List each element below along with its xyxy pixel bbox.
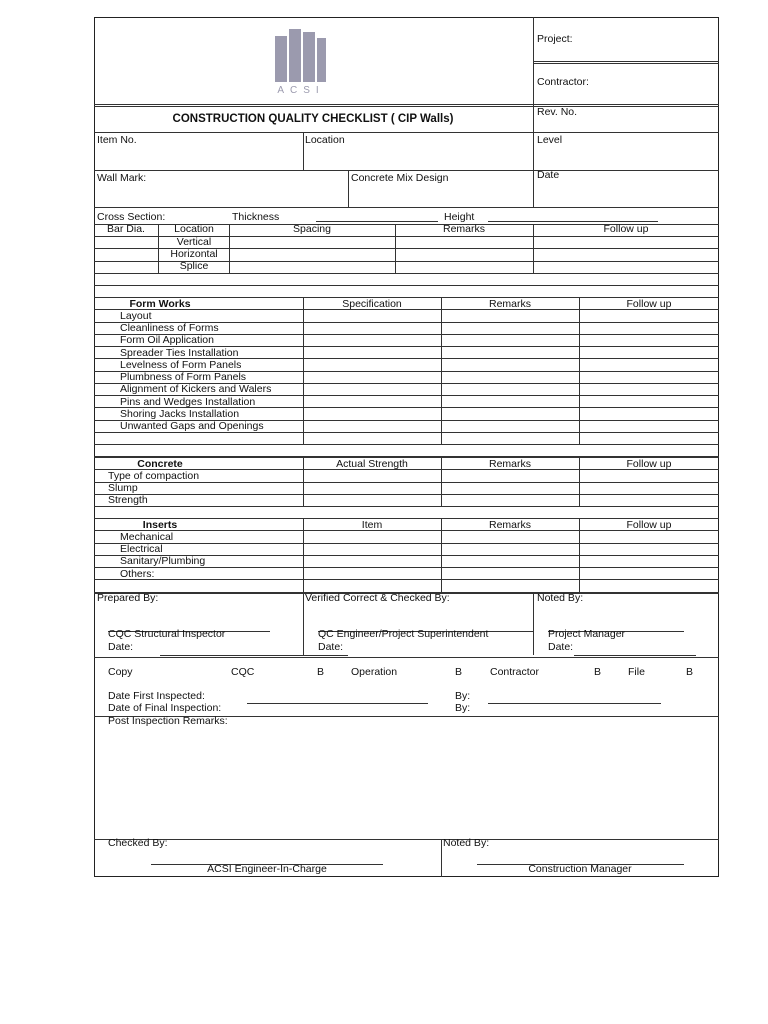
checklist-form [94,17,719,877]
header-bottom [94,104,719,105]
sig-divider-2 [533,593,534,655]
first-inspected-label: Date First Inspected: [108,690,205,702]
project-manager-label: Project Manager [548,628,626,640]
cs-col-2 [229,224,230,273]
concrete-item: Type of compaction [108,469,200,482]
concrete-header-follow-up: Follow up [626,457,672,470]
inserts-row-line [94,579,719,580]
concrete-row-line [94,506,719,507]
wall-mark-label: Wall Mark: [97,172,147,184]
contractor-label: Contractor: [537,76,589,88]
qc-engineer-label: QC Engineer/Project Superintendent [318,628,489,640]
copy-cqc-mark: B [317,666,325,678]
concrete-item: Strength [108,494,148,507]
inserts-header-remarks: Remarks [488,518,532,531]
logo-bar-3 [303,32,315,82]
form_works-item: Spreader Ties Installation [120,346,239,359]
concrete-col-2 [441,457,442,506]
copy-contractor: Contractor [490,666,540,678]
cross-section-label: Cross Section: [97,211,166,223]
cs-header-location: Location [174,223,214,235]
cs-header-remarks: Remarks [442,223,486,235]
form_works-item: Pins and Wedges Installation [120,395,256,408]
copy-contractor-mark: B [594,666,602,678]
cs-row-line [94,273,719,274]
project-line [533,61,719,62]
footer-noted-by-label: Noted By: [443,837,490,849]
first-by-label: By: [455,690,471,702]
cs-header-spacing: Spacing [293,223,331,235]
inserts-item: Mechanical [120,530,174,543]
form_works-col-2 [441,297,442,444]
cs-col-1 [158,224,159,273]
concrete-item: Slump [108,482,138,494]
inserts-col-2 [441,518,442,592]
cs-header-follow-up: Follow up [603,223,649,235]
final-by-label: By: [455,702,471,714]
copy-cqc: CQC [231,666,255,678]
thickness-line [316,221,438,222]
form_works-header-title: Form Works [129,297,191,310]
form_works-item: Form Oil Application [120,334,214,347]
project-label: Project: [537,33,573,45]
form_works-item: Alignment of Kickers and Walers [120,383,272,396]
signature-bottom [94,657,719,658]
logo-bar-1 [275,36,287,82]
cs-col-4 [533,224,534,273]
footer-top [94,839,719,840]
sig-divider-1 [303,593,304,655]
concrete-header-title: Concrete [137,457,183,470]
inserts-item: Others: [120,567,155,580]
form_works-header-follow-up: Follow up [626,297,672,310]
info-line-1 [94,132,719,133]
form_works-item: Shoring Jacks Installation [120,407,240,420]
cqc-inspector-label: CQC Structural Inspector [108,628,226,640]
inserts-header-follow-up: Follow up [626,518,672,531]
form_works-item: Unwanted Gaps and Openings [120,420,264,432]
form-title: CONSTRUCTION QUALITY CHECKLIST ( CIP Walls) [172,113,454,125]
info-divider-3 [348,170,349,207]
form_works-item: Layout [120,309,152,322]
form_works-row-line [94,444,719,445]
prepared-by-label: Prepared By: [97,592,159,604]
copy-label: Copy [108,666,133,678]
noted-by-label: Noted By: [537,592,584,604]
form_works-item: Plumbness of Form Panels [120,371,247,383]
inserts-header-2: Item [361,518,383,531]
verified-by-label: Verified Correct & Checked By: [305,592,450,604]
footer-divider [441,839,442,877]
concrete-col-3 [579,457,580,506]
logo-text: ACSI [277,85,325,96]
info-line-3 [94,207,719,208]
inserts-item: Electrical [120,543,163,555]
inserts-row-line [94,530,719,531]
cqc-date-label: Date: [108,641,134,653]
inserts-item: Sanitary/Plumbing [120,555,206,568]
rev-divider [533,104,534,132]
form_works-item: Cleanliness of Forms [120,322,219,334]
concrete-header-2: Actual Strength [336,457,408,470]
cs-col-3 [395,224,396,273]
inserts-header-title: Inserts [142,518,178,531]
concrete-header-remarks: Remarks [488,457,532,470]
pm-date-line [574,655,696,656]
project-line-2 [533,63,719,64]
height-line [488,221,658,222]
height-label: Height [444,211,475,223]
pm-date-label: Date: [548,641,574,653]
inserts-top [94,518,719,519]
first-inspected-line [247,703,428,704]
acsi-logo [272,28,332,98]
checked-by-label: Checked By: [108,837,168,849]
copy-operation: Operation [351,666,398,678]
first-by-line [488,703,661,704]
manager-label: Construction Manager [528,863,632,875]
rev-label: Rev. No. [537,106,578,118]
logo-bar-2 [289,29,301,82]
mix-design-label: Concrete Mix Design [351,172,449,184]
copy-operation-mark: B [455,666,463,678]
info-divider-1 [303,132,304,170]
cs-loc-horizontal: Horizontal [170,248,218,260]
concrete-col-1 [303,457,304,506]
inserts-row-line [94,543,719,544]
qc-date-label: Date: [318,641,344,653]
header-bottom-2 [94,106,719,107]
copy-file-mark: B [686,666,694,678]
cs-loc-splice: Splice [179,260,209,272]
cqc-date-line [160,655,348,656]
cs-loc-vertical: Vertical [176,236,212,248]
spacer-line-1 [94,285,719,286]
form_works-header-remarks: Remarks [488,297,532,310]
post-remarks-label: Post Inspection Remarks: [108,715,228,727]
form_works-item: Levelness of Form Panels [120,358,242,371]
location-label: Location [305,134,345,146]
form_works-col-3 [579,297,580,444]
item-no-label: Item No. [97,134,137,146]
inserts-col-1 [303,518,304,592]
info-line-2 [94,170,719,171]
level-label: Level [537,134,563,146]
date-label: Date [537,169,560,181]
logo-bar-4 [317,38,326,82]
form_works-header-2: Specification [342,297,402,310]
inserts-col-3 [579,518,580,592]
copy-file: File [628,666,645,678]
cs-header-bar-dia: Bar Dia. [107,223,145,235]
thickness-label: Thickness [232,211,280,223]
form_works-col-1 [303,297,304,444]
final-inspection-label: Date of Final Inspection: [108,702,222,714]
concrete-row-line [94,494,719,495]
engineer-label: ACSI Engineer-In-Charge [207,863,327,875]
